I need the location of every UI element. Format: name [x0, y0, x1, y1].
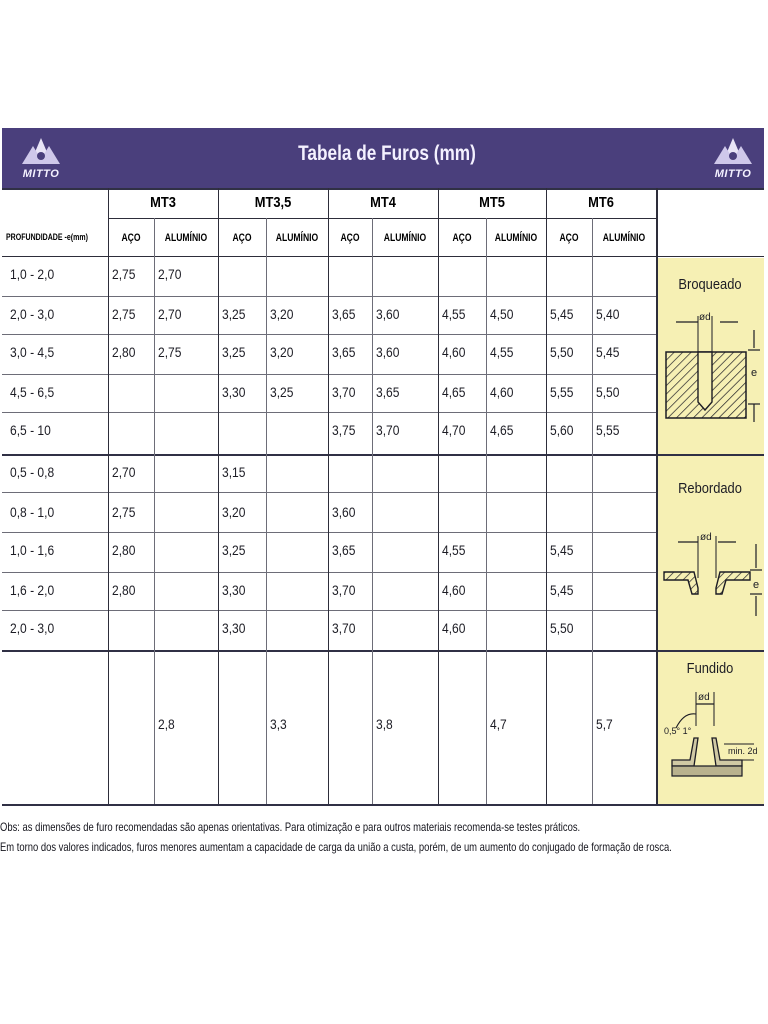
model-header-mt4: MT4: [370, 194, 396, 211]
depth-range-cell: 0,5 - 0,8: [10, 464, 55, 480]
hole-size-cell: 2,70: [158, 266, 182, 282]
hole-table-sheet: [0, 128, 768, 808]
depth-range-cell: 3,0 - 4,5: [10, 344, 55, 360]
mitto-logo-left: [16, 134, 66, 182]
model-header-mt3: MT3: [150, 194, 176, 211]
hole-size-cell: 4,50: [490, 306, 514, 322]
fundido-cast-diagram: [658, 686, 764, 802]
rebordado-label: Rebordado: [678, 480, 742, 497]
hole-size-cell: 2,8: [158, 716, 175, 732]
hole-size-cell: 3,25: [222, 542, 246, 558]
hole-size-cell: 4,70: [442, 422, 466, 438]
hole-size-cell: 2,75: [112, 306, 136, 322]
notes-block: [0, 820, 768, 860]
depth-range-cell: 6,5 - 10: [10, 422, 51, 438]
hole-size-cell: 4,60: [442, 344, 466, 360]
hole-size-cell: 4,60: [442, 582, 466, 598]
sub-header-aco: AÇO: [232, 232, 252, 244]
hole-size-table: [2, 188, 764, 808]
broqueado-drill-diagram: [658, 300, 764, 450]
sub-header-aco: AÇO: [340, 232, 360, 244]
model-header-mt3-5: MT3,5: [254, 194, 292, 211]
hole-size-cell: 5,55: [596, 422, 620, 438]
hole-size-cell: 5,45: [596, 344, 620, 360]
hole-size-cell: 3,8: [376, 716, 393, 732]
hole-size-cell: 3,70: [332, 582, 356, 598]
hole-size-cell: 5,45: [550, 582, 574, 598]
title-banner: [2, 128, 764, 188]
hole-size-cell: 5,40: [596, 306, 620, 322]
depth-range-cell: 0,8 - 1,0: [10, 504, 55, 520]
hole-size-cell: 5,45: [550, 306, 574, 322]
hole-size-cell: 4,55: [442, 542, 466, 558]
hole-size-cell: 4,7: [490, 716, 507, 732]
fundido-label: Fundido: [686, 660, 734, 677]
rebordado-diameter-mark: ød: [700, 532, 712, 543]
sub-header-aluminio: ALUMÍNIO: [494, 232, 538, 244]
depth-range-cell: 1,0 - 1,6: [10, 542, 55, 558]
sub-header-aluminio: ALUMÍNIO: [602, 232, 646, 244]
hole-size-cell: 3,30: [222, 620, 246, 636]
hole-size-cell: 4,65: [490, 422, 514, 438]
sub-header-aluminio: ALUMÍNIO: [383, 232, 427, 244]
hole-size-cell: 2,75: [112, 504, 136, 520]
hole-size-cell: 3,65: [332, 344, 356, 360]
hole-size-cell: 5,50: [550, 620, 574, 636]
hole-size-cell: 2,80: [112, 344, 136, 360]
hole-size-cell: 2,70: [158, 306, 182, 322]
logo-brand-text: MITTO: [714, 168, 752, 180]
hole-size-cell: 4,65: [442, 384, 466, 400]
sub-header-aluminio: ALUMÍNIO: [164, 232, 208, 244]
hole-size-cell: 3,60: [332, 504, 356, 520]
hole-size-cell: 3,20: [222, 504, 246, 520]
hole-size-cell: 3,20: [270, 306, 294, 322]
hole-size-cell: 2,75: [112, 266, 136, 282]
hole-size-cell: 3,65: [332, 306, 356, 322]
fundido-min-depth-mark: min. 2d: [728, 746, 758, 756]
fundido-angle-mark: 0,5° 1°: [664, 726, 692, 736]
hole-size-cell: 3,70: [332, 384, 356, 400]
sub-header-aco: AÇO: [559, 232, 579, 244]
depth-range-cell: 2,0 - 3,0: [10, 620, 55, 636]
broqueado-label: Broqueado: [678, 276, 742, 293]
model-header-mt6: MT6: [588, 194, 614, 211]
hole-size-cell: 3,70: [376, 422, 400, 438]
hole-size-cell: 3,70: [332, 620, 356, 636]
hole-size-cell: 2,80: [112, 542, 136, 558]
hole-size-cell: 4,55: [490, 344, 514, 360]
hole-size-cell: 5,55: [550, 384, 574, 400]
hole-size-cell: 3,65: [332, 542, 356, 558]
hole-size-cell: 3,60: [376, 344, 400, 360]
hole-size-cell: 3,30: [222, 582, 246, 598]
hole-size-cell: 4,60: [490, 384, 514, 400]
hole-size-cell: 3,65: [376, 384, 400, 400]
hole-size-cell: 3,30: [222, 384, 246, 400]
sub-header-aco: AÇO: [452, 232, 472, 244]
hole-size-cell: 2,70: [112, 464, 136, 480]
note-line: Em torno dos valores indicados, furos menores aumentam a capacidade de carga da união a custa, porém, de um aumento do conjugado de formação de rosca.: [0, 840, 672, 854]
rebordado-depth-mark: e: [753, 579, 760, 591]
hole-size-cell: 3,25: [222, 344, 246, 360]
hole-size-cell: 5,45: [550, 542, 574, 558]
hole-size-cell: 3,20: [270, 344, 294, 360]
depth-column-header: PROFUNDIDADE -e(mm): [6, 232, 88, 242]
hole-size-cell: 4,60: [442, 620, 466, 636]
hole-size-cell: 3,3: [270, 716, 287, 732]
broqueado-depth-mark: e: [751, 367, 758, 379]
sub-header-aluminio: ALUMÍNIO: [275, 232, 319, 244]
hole-size-cell: 2,75: [158, 344, 182, 360]
depth-range-cell: 1,6 - 2,0: [10, 582, 55, 598]
hole-size-cell: 5,50: [596, 384, 620, 400]
depth-range-cell: 2,0 - 3,0: [10, 306, 55, 322]
broqueado-diameter-mark: ød: [699, 312, 711, 323]
hole-size-cell: 3,25: [270, 384, 294, 400]
hole-size-cell: 3,60: [376, 306, 400, 322]
hole-size-cell: 3,75: [332, 422, 356, 438]
page-title: Tabela de Furos (mm): [298, 142, 476, 165]
sub-header-aco: AÇO: [121, 232, 141, 244]
mitto-logo-right: [708, 134, 758, 182]
model-header-mt5: MT5: [479, 194, 505, 211]
hole-size-cell: 5,7: [596, 716, 613, 732]
depth-range-cell: 4,5 - 6,5: [10, 384, 55, 400]
note-line: Obs: as dimensões de furo recomendadas são apenas orientativas. Para otimização e para outros materiais recomenda-se testes práticos.: [0, 820, 581, 834]
hole-size-cell: 2,80: [112, 582, 136, 598]
hole-size-cell: 4,55: [442, 306, 466, 322]
depth-range-cell: 1,0 - 2,0: [10, 266, 55, 282]
hole-size-cell: 3,25: [222, 306, 246, 322]
rebordado-flange-diagram: [658, 528, 764, 648]
fundido-diameter-mark: ød: [698, 692, 710, 703]
hole-size-cell: 5,60: [550, 422, 574, 438]
hole-size-cell: 3,15: [222, 464, 246, 480]
hole-size-cell: 5,50: [550, 344, 574, 360]
logo-brand-text: MITTO: [22, 168, 60, 180]
